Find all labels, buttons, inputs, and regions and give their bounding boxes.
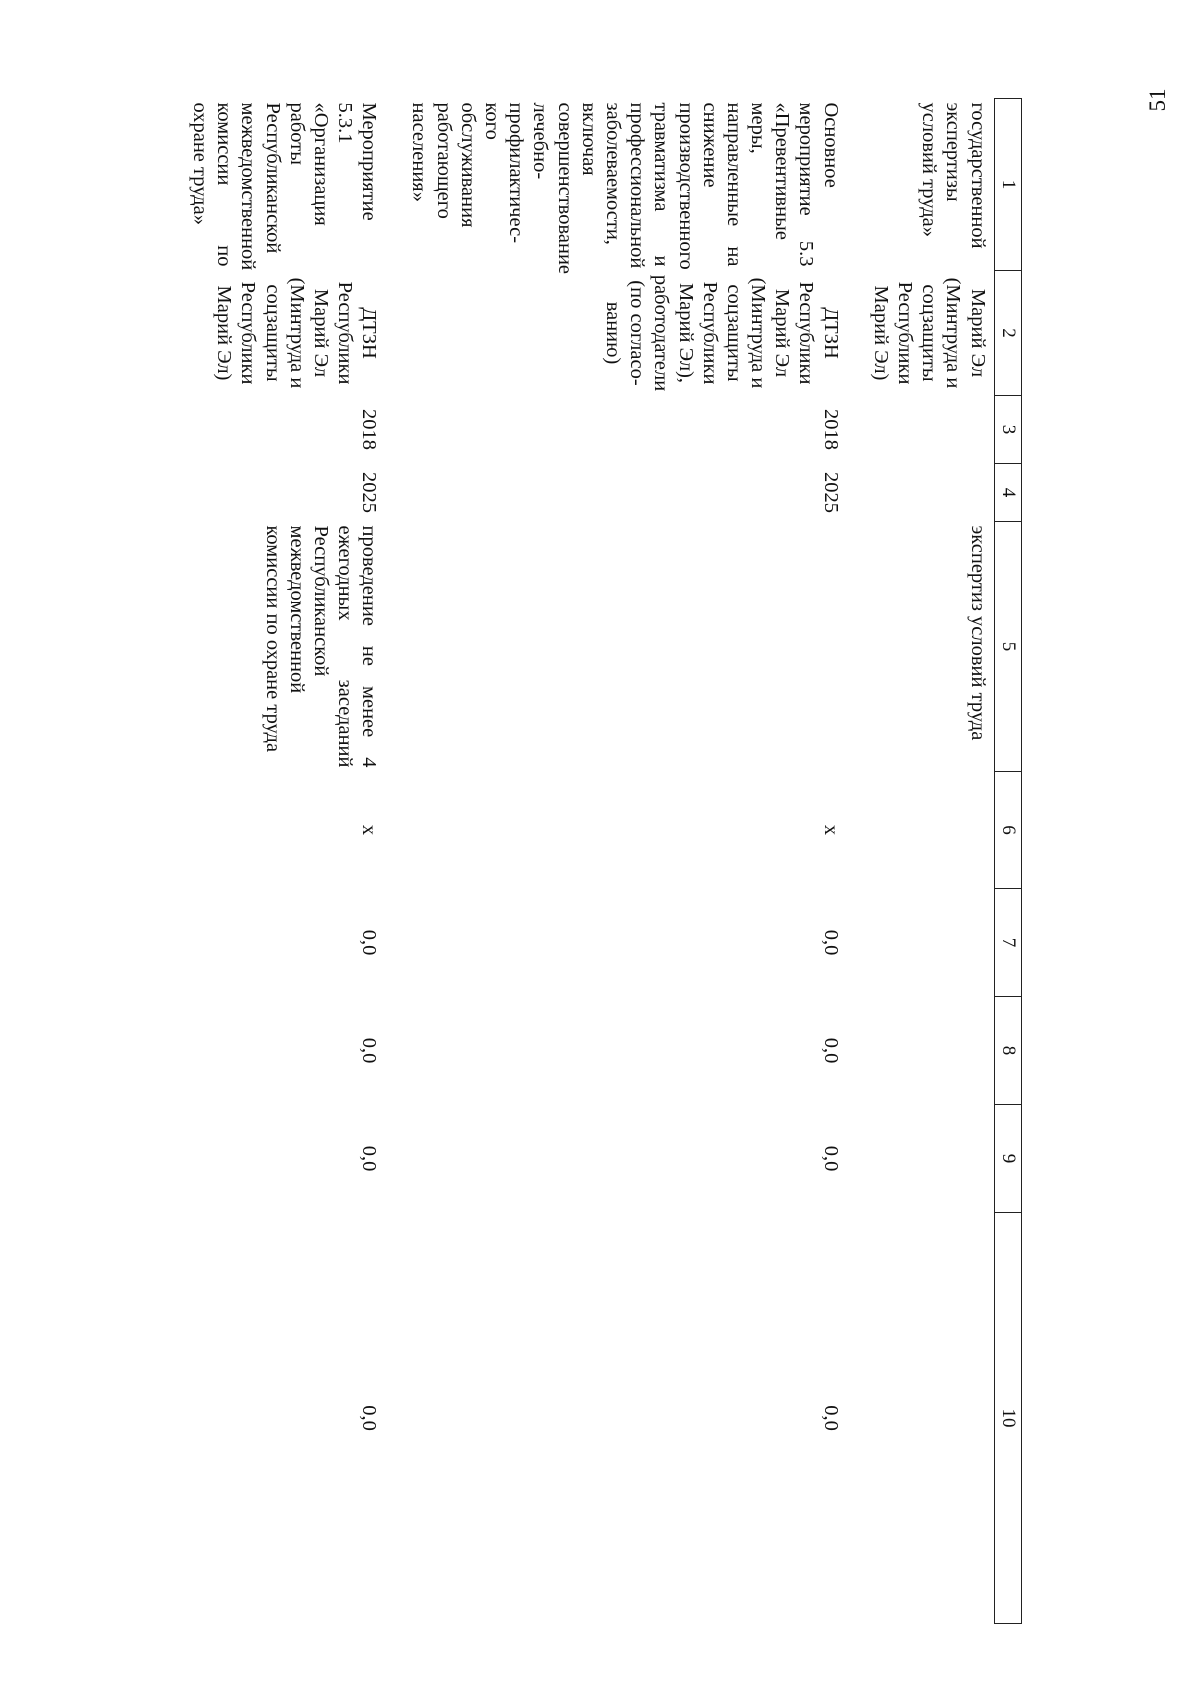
cell-col10 [869, 1213, 994, 1624]
header-row [994, 99, 1021, 1624]
header-cell: 3 [994, 396, 1021, 464]
cell-result: экспертиз условий труда [966, 525, 989, 741]
cell-col6: х [819, 824, 842, 836]
cell-col10: 0,0 [358, 1405, 381, 1431]
header-cell: 4 [994, 464, 1021, 522]
header-cell: 9 [994, 1105, 1021, 1213]
table-row [407, 99, 868, 1624]
cell-start-year: 2018 [819, 409, 842, 450]
cell-col6 [869, 772, 994, 889]
cell-activity: Мероприятие 5.3.1 «Организация работы Республиканской межведомственной комиссии по охране труда» [188, 102, 381, 271]
cell-end-year: 2025 [819, 472, 842, 513]
cell-executor: Марий Эл (Минтруда и соцзащиты Республики Марий Эл) [869, 277, 989, 389]
page-number: 51 [1145, 88, 1170, 112]
cell-start-year [869, 396, 994, 464]
header-cell: 2 [994, 271, 1021, 396]
cell-col8: 0,0 [358, 1037, 381, 1064]
cell-col7: 0,0 [358, 929, 381, 956]
cell-result [407, 522, 868, 772]
header-cell: 1 [994, 99, 1021, 271]
table-row [869, 99, 994, 1624]
cell-executor: ДТЗН Республики Марий Эл (Минтруда и соцзащиты Республики Марий Эл) [213, 277, 381, 389]
header-cell: 8 [994, 997, 1021, 1105]
table-row [188, 99, 408, 1624]
program-table [188, 98, 1022, 1624]
header-cell: 5 [994, 522, 1021, 772]
cell-activity: государственной экспертизы условий труда» [918, 102, 989, 249]
cell-col9 [869, 1105, 994, 1213]
cell-end-year: 2025 [358, 472, 381, 513]
cell-col6: х [358, 824, 381, 836]
cell-start-year: 2018 [358, 409, 381, 450]
cell-col9: 0,0 [358, 1145, 381, 1172]
rotated-table-container [188, 98, 1022, 1623]
header-cell: 7 [994, 889, 1021, 997]
header-cell: 6 [994, 772, 1021, 889]
cell-col8 [869, 997, 994, 1105]
cell-col9: 0,0 [819, 1145, 842, 1172]
cell-executor: ДТЗН Республики Марий Эл (Минтруда и соцзащиты Республики Марий Эл), работодатели (по согласованию) [601, 274, 842, 392]
header-cell: 10 [994, 1213, 1021, 1624]
cell-activity: Основное мероприятие 5.3 «Превентивные меры, направленные на снижение производственного травматизма и профессиональной заболеваемости, включая совершенствование лечебно-профилактического обслуживания работающего населения» [408, 102, 842, 275]
cell-result: проведение не менее 4 ежегодных заседаний Республиканской межведомственной комиссии по охране труда [261, 525, 381, 768]
cell-col10: 0,0 [819, 1405, 842, 1431]
cell-col7: 0,0 [819, 929, 842, 956]
cell-end-year [869, 464, 994, 522]
cell-col7 [869, 889, 994, 997]
cell-col8: 0,0 [819, 1037, 842, 1064]
